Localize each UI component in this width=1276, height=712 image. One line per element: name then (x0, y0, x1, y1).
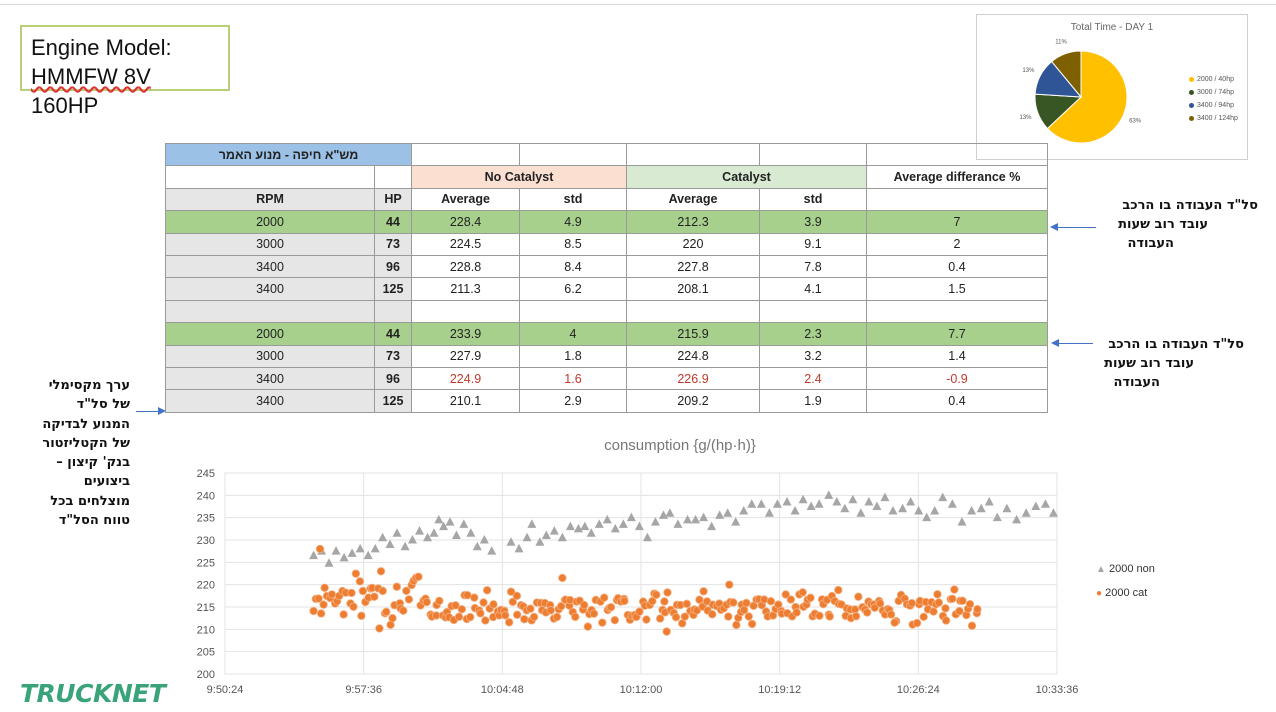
cell: 224.5 (412, 233, 520, 255)
legend-label: 2000 non (1108, 563, 1155, 575)
data-point-cat (405, 596, 413, 604)
data-point-non (938, 493, 947, 502)
triangle-marker-icon: ▲ (1096, 564, 1106, 575)
data-point-cat (920, 613, 928, 621)
cell: 7.8 (760, 255, 867, 277)
cell-rpm: 2000 (166, 323, 375, 345)
data-point-cat (621, 597, 629, 605)
data-point-non (683, 515, 692, 524)
data-point-non (1012, 515, 1021, 524)
cell: 209.2 (627, 390, 760, 412)
data-point-non (888, 506, 897, 515)
y-tick-label: 235 (196, 512, 215, 525)
no-catalyst-header: No Catalyst (412, 166, 627, 188)
data-point-non (378, 533, 387, 542)
data-point-cat (466, 613, 474, 621)
cell: 7 (867, 211, 1048, 233)
y-tick-label: 225 (196, 557, 215, 570)
data-point-cat (876, 600, 884, 608)
data-point-non (967, 506, 976, 515)
y-tick-label: 230 (196, 535, 215, 547)
circle-marker-icon: ● (1096, 588, 1103, 599)
annotation-line: של הקטליזטור (42, 435, 130, 451)
data-point-cat (415, 573, 423, 581)
data-point-non (385, 539, 394, 548)
y-tick-label: 205 (196, 646, 215, 659)
data-point-cat (968, 622, 976, 630)
cell: 228.4 (412, 211, 520, 233)
data-point-non (707, 522, 716, 531)
pie-slice-label: 63% (1129, 118, 1142, 125)
cell-rpm: 3400 (166, 278, 375, 300)
y-tick-label: 215 (196, 602, 215, 614)
data-point-cat (477, 610, 485, 618)
data-point-cat (527, 605, 535, 613)
annotation-line: המנוע לבדיקה (42, 416, 130, 432)
data-point-cat (725, 581, 733, 589)
annotation-line: העבודה (1127, 236, 1174, 251)
data-point-non (651, 517, 660, 526)
y-tick-label: 240 (196, 490, 215, 503)
data-point-cat (826, 613, 834, 621)
data-point-cat (740, 606, 748, 614)
data-point-non (864, 497, 873, 506)
cell: 1.9 (760, 390, 867, 412)
trucknet-logo: TRUCKNET (20, 679, 166, 708)
data-point-cat (352, 570, 360, 578)
data-point-non (930, 506, 939, 515)
data-point-non (985, 497, 994, 506)
data-point-cat (600, 594, 608, 602)
cell: 1.8 (520, 345, 627, 367)
cell: 8.4 (520, 255, 627, 277)
data-point-non (580, 522, 589, 531)
cell: 208.1 (627, 278, 760, 300)
data-point-cat (891, 619, 899, 627)
data-point-non (906, 497, 915, 506)
cell: 215.9 (627, 323, 760, 345)
cell: 212.3 (627, 211, 760, 233)
cell-rpm: 3400 (166, 255, 375, 277)
data-point-non (715, 510, 724, 519)
data-point-cat (310, 607, 318, 615)
cell-rpm: 3400 (166, 390, 375, 412)
cell: 1.6 (520, 367, 627, 389)
data-point-cat (340, 611, 348, 619)
data-point-non (515, 544, 524, 553)
avg-diff-header: Average differance % (867, 166, 1048, 188)
cell: 6.2 (520, 278, 627, 300)
y-tick-label: 245 (196, 468, 215, 480)
data-point-cat (663, 628, 671, 636)
data-point-cat (816, 612, 824, 620)
data-point-non (487, 546, 496, 555)
data-point-non (434, 515, 443, 524)
cell: 9.1 (760, 233, 867, 255)
annotation-line: סל"ד העבודה בו הרכב (1122, 198, 1258, 213)
cell: 220 (627, 233, 760, 255)
data-point-non (665, 508, 674, 517)
cell: 3.9 (760, 211, 867, 233)
data-point-cat (348, 589, 356, 597)
data-point-cat (571, 613, 579, 621)
cell-hp: 96 (375, 255, 412, 277)
pie-legend-item: 3400 / 124hp (1189, 112, 1238, 125)
data-point-non (611, 524, 620, 533)
data-point-cat (683, 600, 691, 608)
data-point-cat (724, 613, 732, 621)
data-point-cat (887, 611, 895, 619)
data-point-non (747, 499, 756, 508)
x-tick-label: 10:26:24 (896, 684, 940, 696)
data-point-cat (598, 619, 606, 627)
data-point-cat (358, 612, 366, 620)
data-point-non (480, 535, 489, 544)
data-point-non (765, 508, 774, 517)
data-point-non (914, 506, 923, 515)
data-point-cat (908, 599, 916, 607)
data-point-cat (328, 591, 336, 599)
data-point-non (957, 517, 966, 526)
data-point-cat (377, 567, 385, 575)
data-point-cat (505, 618, 513, 626)
chart-title: consumption {g/(hp·h)} (604, 437, 756, 454)
data-point-cat (547, 607, 555, 615)
cell: 224.9 (412, 367, 520, 389)
data-point-cat (383, 608, 391, 616)
data-point-non (872, 502, 881, 511)
y-tick-label: 210 (196, 624, 215, 637)
data-point-cat (423, 598, 431, 606)
data-point-non (401, 542, 410, 551)
data-point-cat (317, 610, 325, 618)
cell: 227.8 (627, 255, 760, 277)
y-tick-label: 200 (196, 669, 215, 681)
cell: 228.8 (412, 255, 520, 277)
data-point-cat (956, 607, 964, 615)
data-point-cat (513, 592, 521, 600)
data-point-cat (793, 609, 801, 617)
x-tick-label: 9:50:24 (206, 684, 244, 696)
data-point-cat (379, 587, 387, 595)
annotation-line: עובד רוב שעות (1104, 356, 1194, 371)
cell: 0.4 (867, 390, 1048, 412)
data-point-non (635, 522, 644, 531)
annotation-line: העבודה (1113, 375, 1160, 390)
cell: 224.8 (627, 345, 760, 367)
pie-legend-item: 3400 / 94hp (1189, 99, 1238, 112)
data-point-non (466, 528, 475, 537)
data-point-non (807, 502, 816, 511)
data-point-non (429, 528, 438, 537)
cell: 4.9 (520, 211, 627, 233)
data-point-non (731, 517, 740, 526)
data-point-non (757, 499, 766, 508)
cell-rpm: 2000 (166, 211, 375, 233)
legend-item-non (1096, 563, 1155, 575)
data-point-cat (696, 596, 704, 604)
col-hp: HP (375, 188, 412, 210)
data-point-cat (316, 545, 324, 553)
cell-rpm: 3000 (166, 345, 375, 367)
data-point-cat (863, 609, 871, 617)
annotation-line: סל"ד העבודה בו הרכב (1108, 337, 1244, 352)
y-tick-label: 220 (196, 579, 215, 592)
data-point-cat (913, 619, 921, 627)
data-point-cat (482, 617, 490, 625)
data-point-non (619, 519, 628, 528)
annotation-line: מוצלחים בכל (50, 493, 130, 509)
data-point-non (699, 513, 708, 522)
data-point-non (332, 546, 341, 555)
cell-hp: 125 (375, 390, 412, 412)
data-point-non (507, 537, 516, 546)
cell-hp: 96 (375, 367, 412, 389)
data-point-cat (643, 616, 651, 624)
data-point-cat (320, 601, 328, 609)
data-point-cat (389, 614, 397, 622)
data-point-cat (356, 578, 364, 586)
data-point-non (791, 506, 800, 515)
data-point-cat (652, 591, 660, 599)
cell: 0.4 (867, 255, 1048, 277)
x-tick-label: 10:12:00 (619, 684, 663, 696)
data-point-non (459, 519, 468, 528)
cell: -0.9 (867, 367, 1048, 389)
cell: 2.4 (760, 367, 867, 389)
cell: 2.9 (520, 390, 627, 412)
data-point-non (948, 499, 957, 508)
data-point-cat (942, 605, 950, 613)
data-point-non (673, 519, 682, 528)
x-tick-label: 9:57:36 (345, 684, 383, 696)
data-point-non (523, 533, 532, 542)
cell: 8.5 (520, 233, 627, 255)
cell: 2 (867, 233, 1048, 255)
annotation-line: בנק' קיצון – (56, 455, 130, 471)
data-point-cat (436, 597, 444, 605)
legend-label: 2000 cat (1105, 587, 1148, 599)
col-std-nocat: std (520, 188, 627, 210)
pie-legend-item: 3000 / 74hp (1189, 86, 1238, 99)
data-point-cat (376, 625, 384, 633)
legend-item-cat (1096, 587, 1147, 599)
pie-slice-label: 13% (1019, 114, 1032, 121)
data-point-cat (501, 612, 509, 620)
data-point-non (542, 531, 551, 540)
data-point-cat (743, 599, 751, 607)
data-point-cat (948, 595, 956, 603)
engine-model-label: Engine Model: HMMFW 8V 160HP (31, 35, 172, 118)
cell-rpm: 3400 (166, 367, 375, 389)
data-point-cat (959, 597, 967, 605)
cell-hp: 73 (375, 345, 412, 367)
data-point-non (603, 515, 612, 524)
data-point-cat (490, 601, 498, 609)
cell-hp: 73 (375, 233, 412, 255)
data-point-cat (942, 617, 950, 625)
data-point-cat (807, 594, 815, 602)
data-point-non (922, 513, 931, 522)
data-point-cat (480, 599, 488, 607)
data-point-non (723, 508, 732, 517)
data-point-cat (661, 598, 669, 606)
data-point-non (566, 522, 575, 531)
data-point-cat (730, 599, 738, 607)
data-point-cat (733, 621, 741, 629)
cell: 233.9 (412, 323, 520, 345)
data-point-cat (393, 583, 401, 591)
data-point-cat (799, 589, 807, 597)
annotation-line: טווח הסל"ד (58, 513, 130, 529)
data-point-cat (359, 587, 367, 595)
data-point-non (1002, 504, 1011, 513)
annotation-line: עובד רוב שעות (1118, 217, 1208, 232)
cell: 2.3 (760, 323, 867, 345)
data-point-non (550, 526, 559, 535)
site-title: מש"א חיפה - מנוע האמר (166, 144, 412, 166)
data-point-non (446, 517, 455, 526)
data-point-cat (852, 612, 860, 620)
data-point-cat (483, 586, 491, 594)
data-point-cat (930, 608, 938, 616)
data-point-cat (520, 615, 528, 623)
data-point-cat (664, 589, 672, 597)
data-point-cat (745, 613, 753, 621)
cell: 7.7 (867, 323, 1048, 345)
cell-hp: 44 (375, 323, 412, 345)
data-point-cat (580, 601, 588, 609)
data-point-cat (787, 596, 795, 604)
data-point-non (340, 553, 349, 562)
data-point-non (832, 497, 841, 506)
data-point-non (880, 493, 889, 502)
cell: 227.9 (412, 345, 520, 367)
data-point-cat (748, 620, 756, 628)
data-point-cat (700, 587, 708, 595)
data-point-non (627, 513, 636, 522)
data-point-cat (559, 574, 567, 582)
data-point-non (773, 499, 782, 508)
annotation-line: ערך מקסימלי (48, 378, 130, 393)
data-point-non (408, 535, 417, 544)
data-point-cat (470, 594, 478, 602)
data-point-non (527, 519, 536, 528)
data-point-cat (951, 586, 959, 594)
data-point-non (309, 551, 318, 560)
data-point-cat (553, 613, 561, 621)
data-point-non (348, 548, 357, 557)
data-point-non (1022, 508, 1031, 517)
data-point-cat (708, 611, 716, 619)
x-tick-label: 10:19:12 (758, 684, 802, 696)
cell: 4.1 (760, 278, 867, 300)
pie-title: Total Time - DAY 1 (1070, 22, 1154, 33)
data-point-cat (458, 605, 466, 613)
data-point-non (1041, 499, 1050, 508)
annotation-line: ביצועים (83, 474, 130, 490)
data-point-non (856, 508, 865, 517)
cell: 1.4 (867, 345, 1048, 367)
annotation-line: של סל"ד (76, 397, 130, 413)
data-point-non (739, 506, 748, 515)
data-point-cat (851, 606, 859, 614)
cell-hp: 44 (375, 211, 412, 233)
data-point-non (783, 497, 792, 506)
col-avg-nocat: Average (412, 188, 520, 210)
data-point-cat (350, 603, 358, 611)
pie-slice-label: 11% (1055, 39, 1067, 46)
data-point-non (993, 513, 1002, 522)
data-point-cat (607, 603, 615, 611)
data-point-non (691, 515, 700, 524)
cell: 1.5 (867, 278, 1048, 300)
data-point-non (423, 533, 432, 542)
col-avg-cat: Average (627, 188, 760, 210)
cell: 3.2 (760, 345, 867, 367)
data-point-cat (636, 608, 644, 616)
cell: 4 (520, 323, 627, 345)
cell-hp: 125 (375, 278, 412, 300)
data-point-non (643, 533, 652, 542)
data-point-cat (513, 611, 521, 619)
data-point-cat (399, 607, 407, 615)
data-point-cat (590, 610, 598, 618)
data-point-non (824, 490, 833, 499)
data-point-non (977, 504, 986, 513)
data-point-non (595, 519, 604, 528)
data-point-non (558, 533, 567, 542)
data-point-cat (455, 613, 463, 621)
data-point-non (1031, 502, 1040, 511)
data-point-non (898, 504, 907, 513)
cell-rpm: 3000 (166, 233, 375, 255)
pie-slice-label: 13% (1022, 68, 1035, 75)
data-point-cat (530, 613, 538, 621)
data-point-non (840, 504, 849, 513)
data-point-cat (935, 599, 943, 607)
col-rpm: RPM (166, 188, 375, 210)
data-point-cat (855, 593, 863, 601)
data-point-non (799, 495, 808, 504)
data-point-cat (672, 613, 680, 621)
data-point-cat (974, 605, 982, 613)
data-point-cat (835, 586, 843, 594)
data-point-cat (584, 623, 592, 631)
catalyst-header: Catalyst (627, 166, 867, 188)
data-point-non (393, 528, 402, 537)
pie-legend-item: 2000 / 40hp (1189, 73, 1238, 86)
col-std-cat: std (760, 188, 867, 210)
cell: 226.9 (627, 367, 760, 389)
data-point-cat (767, 597, 775, 605)
data-point-cat (934, 591, 942, 599)
data-point-non (415, 526, 424, 535)
data-point-cat (321, 584, 329, 592)
x-tick-label: 10:33:36 (1035, 684, 1079, 696)
data-point-non (452, 531, 461, 540)
data-point-cat (370, 593, 378, 601)
data-point-cat (966, 600, 974, 608)
x-tick-label: 10:04:48 (480, 684, 524, 696)
data-point-non (815, 499, 824, 508)
data-point-non (848, 495, 857, 504)
data-point-cat (611, 616, 619, 624)
cell: 211.3 (412, 278, 520, 300)
cell: 210.1 (412, 390, 520, 412)
data-point-non (371, 544, 380, 553)
